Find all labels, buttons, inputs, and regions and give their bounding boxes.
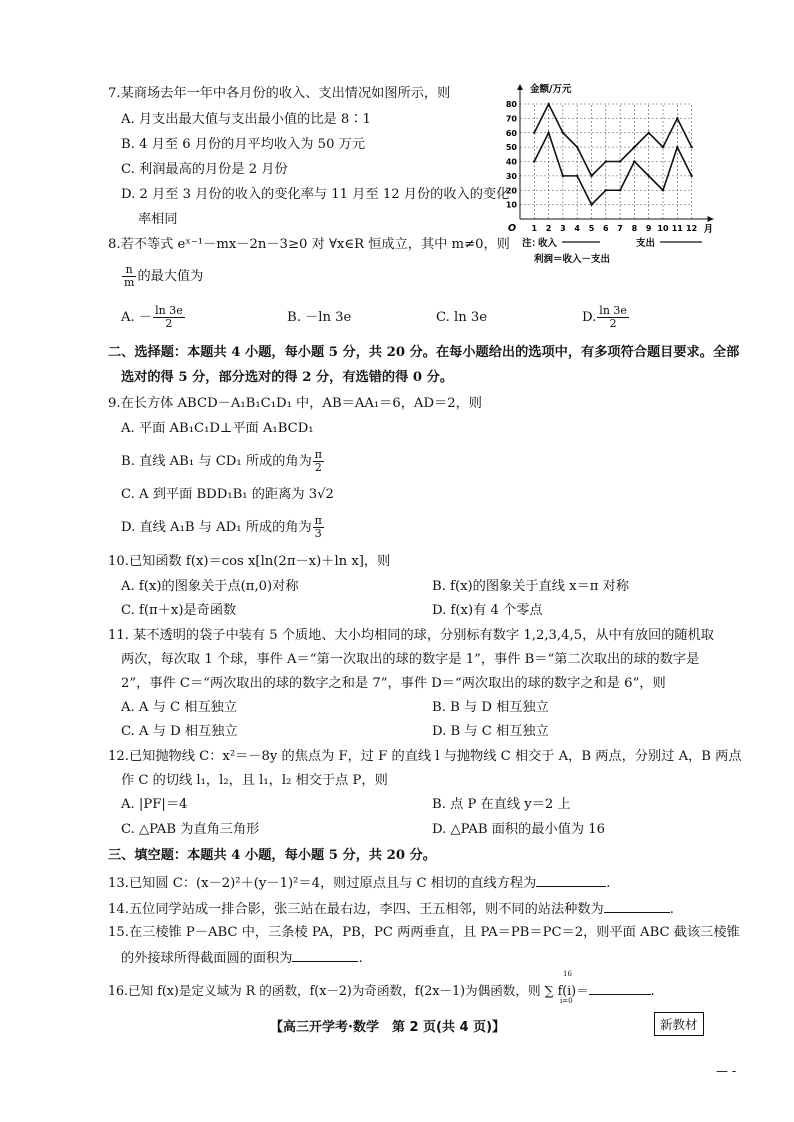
q8-option-d <box>582 305 630 331</box>
series-line-income <box>534 104 691 176</box>
q7-option-d-line2: 率相同 <box>138 212 178 227</box>
y-tick-label: 50 <box>505 143 517 153</box>
y-tick-label: 40 <box>505 157 517 167</box>
data-point <box>590 203 592 205</box>
q14-text: 14.五位同学站成一排合影，张三站在最右边，李四、王五相邻，则不同的站法种数为 <box>108 902 604 917</box>
corner-mark: — - <box>716 1064 737 1078</box>
q11-option-c: C. A 与 D 相互独立 <box>121 724 238 739</box>
data-point <box>576 146 578 148</box>
q11-line1: 11. 某不透明的袋子中装有 5 个质地、大小均相同的球，分别标有数字 1,2,3,4,5，从中有放回的随机取 <box>108 628 714 643</box>
q8-tail <box>121 264 203 290</box>
q9-b-text: B. 直线 AB₁ 与 CD₁ 所成的角为 <box>121 454 312 469</box>
q16-sum-upper: 16 <box>563 970 572 978</box>
q9-stem: 9.在长方体 ABCD－A₁B₁C₁D₁ 中，AB＝AA₁＝6，AD＝2，则 <box>108 396 482 411</box>
x-tick-label: 10 <box>657 224 669 233</box>
data-point <box>547 103 549 105</box>
q8-option-a <box>121 305 186 331</box>
q8-fraction <box>122 264 136 289</box>
q8-d-num: ln 3e <box>599 304 627 317</box>
q16-sum-lower: i=0 <box>560 997 573 1005</box>
q12-option-d: D. △PAB 面积的最小值为 16 <box>432 822 605 837</box>
origin-label: O <box>508 223 517 234</box>
data-point <box>633 160 635 162</box>
q12-line1: 12.已知抛物线 C：x²＝－8y 的焦点为 F，过 F 的直线 l 与抛物线 C 相交于 A，B 两点，分别过 A，B 两点 <box>108 749 742 764</box>
q7-option-b: B. 4 月至 6 月份的月平均收入为 50 万元 <box>121 137 366 152</box>
q9-option-c: C. A 到平面 BDD₁B₁ 的距离为 3√2 <box>121 487 334 502</box>
series-line-expense <box>534 133 691 205</box>
y-tick-label: 70 <box>505 114 517 124</box>
data-point <box>619 189 621 191</box>
q15-line2-text: 的外接球所得截面圆的面积为 <box>121 951 293 966</box>
legend-expense-label: 支出 <box>636 238 656 249</box>
section3-heading: 三、填空题：本题共 4 小题，每小题 5 分，共 20 分。 <box>108 848 436 863</box>
data-point <box>619 160 621 162</box>
data-point <box>562 175 564 177</box>
x-tick-label: 7 <box>617 224 623 233</box>
q12-option-a: A. |PF|＝4 <box>121 797 188 812</box>
q9-d-den: 3 <box>314 527 322 540</box>
section2-heading-line1: 二、选择题：本题共 4 小题，每小题 5 分，共 20 分。在每小题给出的选项中，有多项符合题目要求。全部 <box>108 345 740 360</box>
q16-answer-blank[interactable] <box>589 980 651 995</box>
data-point <box>648 132 650 134</box>
q13-text: 13.已知圆 C：(x－2)²＋(y－1)²＝4，则过原点且与 C 相切的直线方程为 <box>108 876 537 891</box>
x-tick-label: 2 <box>545 224 552 233</box>
x-tick-label: 8 <box>631 224 638 233</box>
y-tick-label: 10 <box>505 200 517 210</box>
data-point <box>562 132 564 134</box>
x-tick-label: 5 <box>588 224 595 233</box>
q11-option-b: B. B 与 D 相互独立 <box>432 700 549 715</box>
x-axis-arrow <box>708 216 714 222</box>
q7-stem: 7.某商场去年一年中各月份的收入、支出情况如图所示，则 <box>108 86 451 101</box>
q11-option-a: A. A 与 C 相互独立 <box>121 700 238 715</box>
y-tick-label: 20 <box>505 186 517 196</box>
data-point <box>690 175 692 177</box>
q10-stem: 10.已知函数 f(x)＝cos x[ln(2π－x)＋ln x]，则 <box>108 554 391 569</box>
q13-end: . <box>606 876 611 891</box>
q14-end: . <box>669 902 674 917</box>
x-tick-label: 9 <box>645 224 652 233</box>
q8-option-b: B. －ln 3e <box>287 310 352 325</box>
x-tick-label: 3 <box>560 224 566 233</box>
data-point <box>662 189 664 191</box>
q11-line3: 2”，事件 C＝“两次取出的球的数字之和是 7”，事件 D＝“两次取出的球的数字之和是 6”，则 <box>121 676 666 691</box>
data-point <box>690 146 692 148</box>
q10-option-b: B. f(x)的图象关于直线 x＝π 对称 <box>432 579 630 594</box>
q15-answer-blank[interactable] <box>292 947 358 962</box>
chart-legend <box>522 237 702 265</box>
q15-end: . <box>358 951 363 966</box>
data-point <box>662 146 664 148</box>
q9-option-b <box>121 449 325 475</box>
x-tick-label: 6 <box>603 224 609 233</box>
y-axis-label: 金额/万元 <box>530 84 572 95</box>
x-tick-label: 4 <box>574 224 580 233</box>
new-textbook-badge: 新教材 <box>654 1012 704 1036</box>
q8-d-prefix: D. <box>582 310 597 325</box>
data-point <box>605 189 607 191</box>
q15-line1: 15.在三棱锥 P－ABC 中，三条棱 PA，PB，PC 两两垂直，且 PA＝PB＝PC＝2，则平面 ABC 截该三棱锥 <box>108 925 740 940</box>
x-axis-label: 月 <box>703 224 714 235</box>
q12-option-c: C. △PAB 为直角三角形 <box>121 822 260 837</box>
q8-a-num: ln 3e <box>155 304 183 317</box>
q9-option-d <box>121 515 325 541</box>
data-point <box>633 146 635 148</box>
q9-option-a: A. 平面 AB₁C₁D⊥平面 A₁BCD₁ <box>121 421 314 436</box>
q8-stem: 8.若不等式 eˣ⁻¹－mx－2n－3≥0 对 ∀x∈R 恒成立，其中 m≠0，则 <box>108 237 510 252</box>
data-point <box>533 160 535 162</box>
data-point <box>676 146 678 148</box>
q9-b-den: 2 <box>314 461 322 474</box>
q13 <box>108 872 610 894</box>
data-point <box>590 175 592 177</box>
q7-option-a: A. 月支出最大值与支出最小值的比是 8∶1 <box>121 112 371 127</box>
page-footer: 【高三开学考·数学 第 2 页(共 4 页)】 <box>270 1020 506 1035</box>
q14-answer-blank[interactable] <box>604 898 670 913</box>
q11-option-d: D. B 与 C 相互独立 <box>432 724 549 739</box>
income-expense-chart <box>496 80 722 268</box>
q16-text: 16.已知 f(x)是定义域为 R 的函数，f(x－2)为奇函数，f(2x－1)为偶函数，则 ∑ f(i)＝ <box>108 983 589 998</box>
q10-option-c: C. f(π＋x)是奇函数 <box>121 603 237 618</box>
y-tick-label: 60 <box>505 128 517 138</box>
q8-tail-text: 的最大值为 <box>137 269 204 284</box>
q16 <box>108 980 655 1001</box>
x-tick-label: 1 <box>531 224 538 233</box>
legend-note: 注： <box>522 238 542 249</box>
q10-option-a: A. f(x)的图象关于点(π,0)对称 <box>121 579 299 594</box>
q12-line2: 作 C 的切线 l₁，l₂，且 l₁，l₂ 相交于点 P，则 <box>121 773 388 788</box>
q9-b-num: π <box>314 448 323 461</box>
x-tick-label: 11 <box>671 224 683 233</box>
data-point <box>676 117 678 119</box>
y-axis-arrow <box>517 84 523 90</box>
q12-option-b: B. 点 P 在直线 y＝2 上 <box>432 797 571 812</box>
q7-option-d-line1: D. 2 月至 3 月份的收入的变化率与 11 月至 12 月份的收入的变化 <box>121 187 510 202</box>
y-tick-label: 30 <box>505 171 517 181</box>
section2-heading-line2: 选对的得 5 分，部分选对的得 2 分，有选错的得 0 分。 <box>121 370 454 385</box>
q7-option-c: C. 利润最高的月份是 2 月份 <box>121 162 288 177</box>
q13-answer-blank[interactable] <box>536 872 606 887</box>
q10-option-d: D. f(x)有 4 个零点 <box>432 603 543 618</box>
data-point <box>605 160 607 162</box>
q8-frac-num: n <box>122 264 136 277</box>
q8-option-c: C. ln 3e <box>436 310 488 325</box>
data-point <box>533 132 535 134</box>
legend-profit-note: 利润＝收入－支出 <box>534 254 611 265</box>
q8-a-prefix: A. － <box>121 310 153 325</box>
q9-d-num: π <box>314 514 322 527</box>
q15-line2 <box>121 947 363 969</box>
q8-d-den: 2 <box>609 317 617 330</box>
y-tick-label: 80 <box>505 100 517 109</box>
legend-income-label: 收入 <box>538 238 558 249</box>
data-point <box>648 175 650 177</box>
x-tick-label: 12 <box>686 224 698 233</box>
q8-a-den: 2 <box>165 317 173 330</box>
data-point <box>576 175 578 177</box>
q9-d-text: D. 直线 A₁B 与 AD₁ 所成的角为 <box>121 520 312 535</box>
q8-frac-den: m <box>124 276 135 289</box>
q11-line2: 两次，每次取 1 个球，事件 A＝“第一次取出的球的数字是 1”，事件 B＝“第二次取出的球的数字是 <box>121 652 700 667</box>
q14 <box>108 898 674 920</box>
data-point <box>547 132 549 134</box>
q16-end: . <box>650 983 655 998</box>
